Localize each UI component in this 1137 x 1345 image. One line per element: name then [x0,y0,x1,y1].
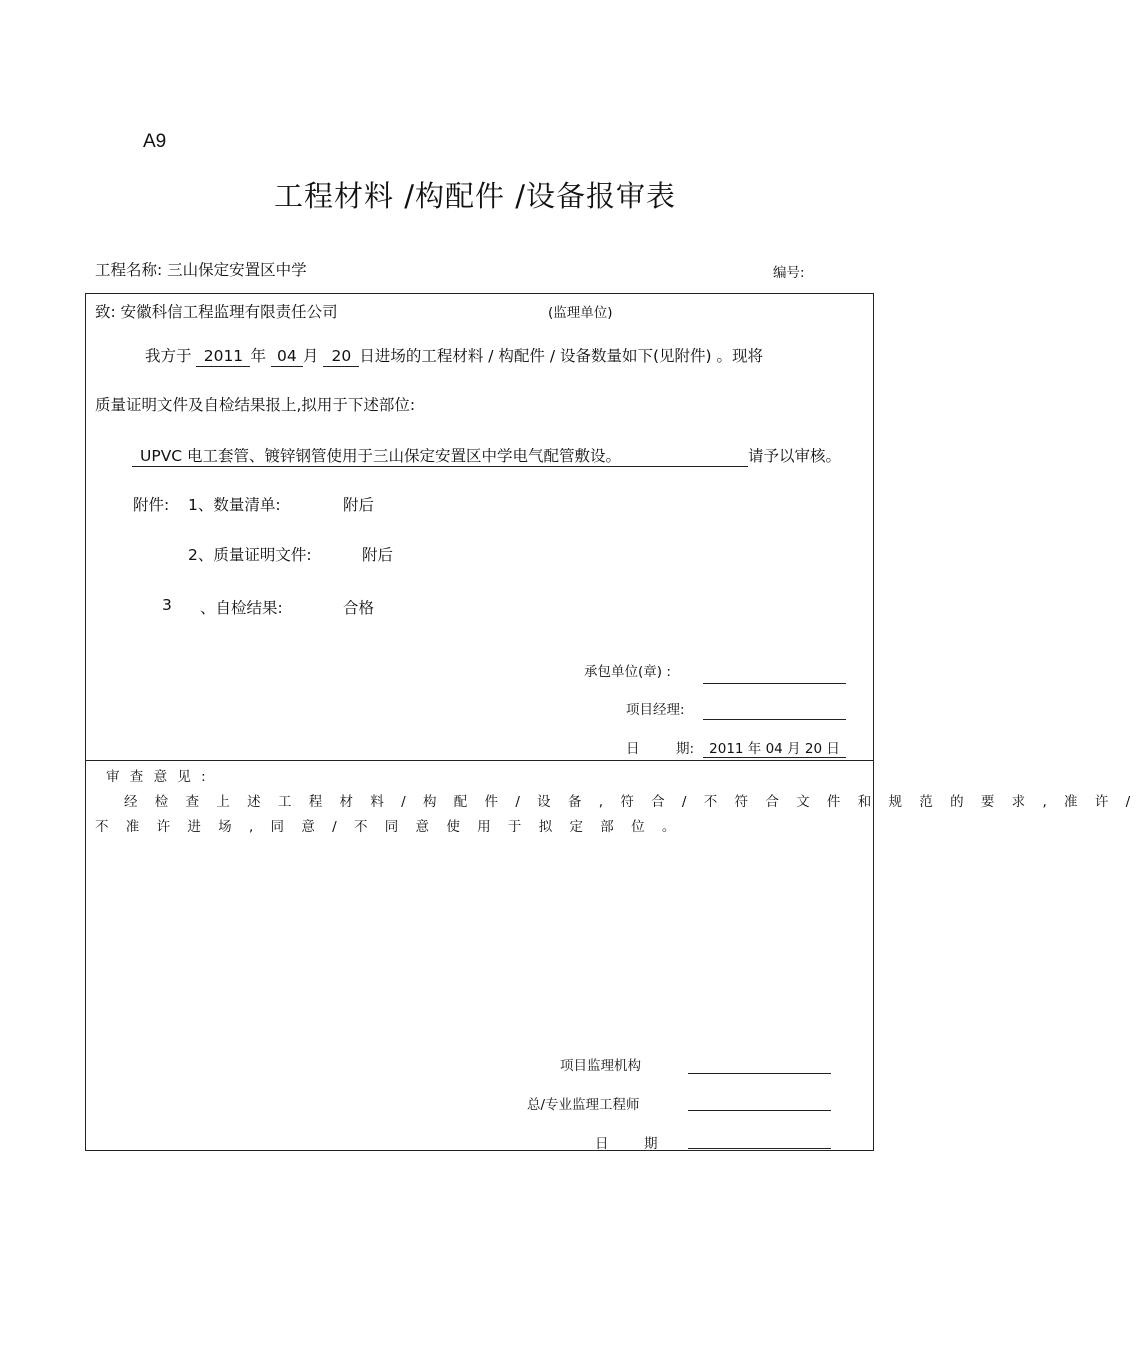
review-heading: 审 查 意 见 : [106,769,209,785]
attachment-value: 附后 [343,496,375,514]
year-unit: 年 [250,347,266,365]
contractor-date-label-a: 日 [626,741,640,757]
project-name-row [95,258,307,280]
month-unit: 月 [302,347,319,365]
attachment-item [188,493,281,515]
entry-month: 04 [271,347,303,367]
contractor-unit-line [703,683,846,684]
recipient-prefix: 致: [95,303,116,321]
attachment-value: 合格 [343,599,375,617]
usage-tail: 请予以审核。 [748,447,842,465]
review-date-label-b: 期 [644,1136,658,1152]
section-divider [85,760,874,761]
entry-day: 20 [323,347,359,367]
supervision-org-line [688,1073,831,1074]
review-date-line [688,1148,831,1149]
project-manager-label: 项目经理: [626,702,685,718]
usage-row [132,444,841,467]
entry-year: 2011 [196,347,250,367]
declaration-line-2: 质量证明文件及自检结果报上,拟用于下述部位: [95,396,416,414]
supervising-engineer-line [688,1110,831,1111]
form-code: A9 [143,131,167,152]
review-date-label-a: 日 [595,1136,609,1152]
attachment-num: 1、 [188,496,214,514]
project-name-value: 三山保定安置区中学 [167,261,307,279]
review-text-line-2: 不 准 许 进 场 , 同 意 / 不 同 意 使 用 于 拟 定 部 位 。 [95,819,682,835]
attachment-item [188,543,312,565]
attachment-value: 附后 [362,546,394,564]
form-box [85,293,874,1151]
attachment-num: 2、 [188,546,214,564]
review-text-line-1: 经 检 查 上 述 工 程 材 料 / 构 配 件 / 设 备 , 符 合 / 不 符 合 文 件 和 规 范 的 要 求 , 准 许 / [124,794,1137,810]
attachment-name: 质量证明文件: [213,546,312,564]
page-title: 工程材料 /构配件 /设备报审表 [274,179,676,213]
project-name-label: 工程名称: [95,261,163,279]
serial-number-label: 编号: [773,265,805,281]
attachments-label: 附件: [133,496,170,514]
attachment-num: 3 [162,596,172,614]
project-manager-line [703,719,846,720]
contractor-date-value: 2011 年 04 月 20 日 [703,737,846,758]
declaration-lead: 我方于 [145,347,192,365]
contractor-date-label-b: 期: [676,741,695,757]
declaration-line-1 [145,344,763,367]
attachment-name: 数量清单: [213,496,281,514]
declaration-rest: 日进场的工程材料 / 构配件 / 设备数量如下(见附件) 。现将 [359,347,764,365]
contractor-unit-label: 承包单位(章) : [584,664,671,680]
usage-description: UPVC 电工套管、镀锌钢管使用于三山保定安置区中学电气配管敷设。 [132,447,748,467]
supervision-org-label: 项目监理机构 [560,1058,641,1074]
attachment-name: 、自检结果: [200,599,283,617]
recipient-row [95,300,338,322]
supervising-engineer-label: 总/专业监理工程师 [527,1097,640,1113]
recipient-unit-label: (监理单位) [548,305,613,321]
recipient-name: 安徽科信工程监理有限责任公司 [120,303,338,321]
